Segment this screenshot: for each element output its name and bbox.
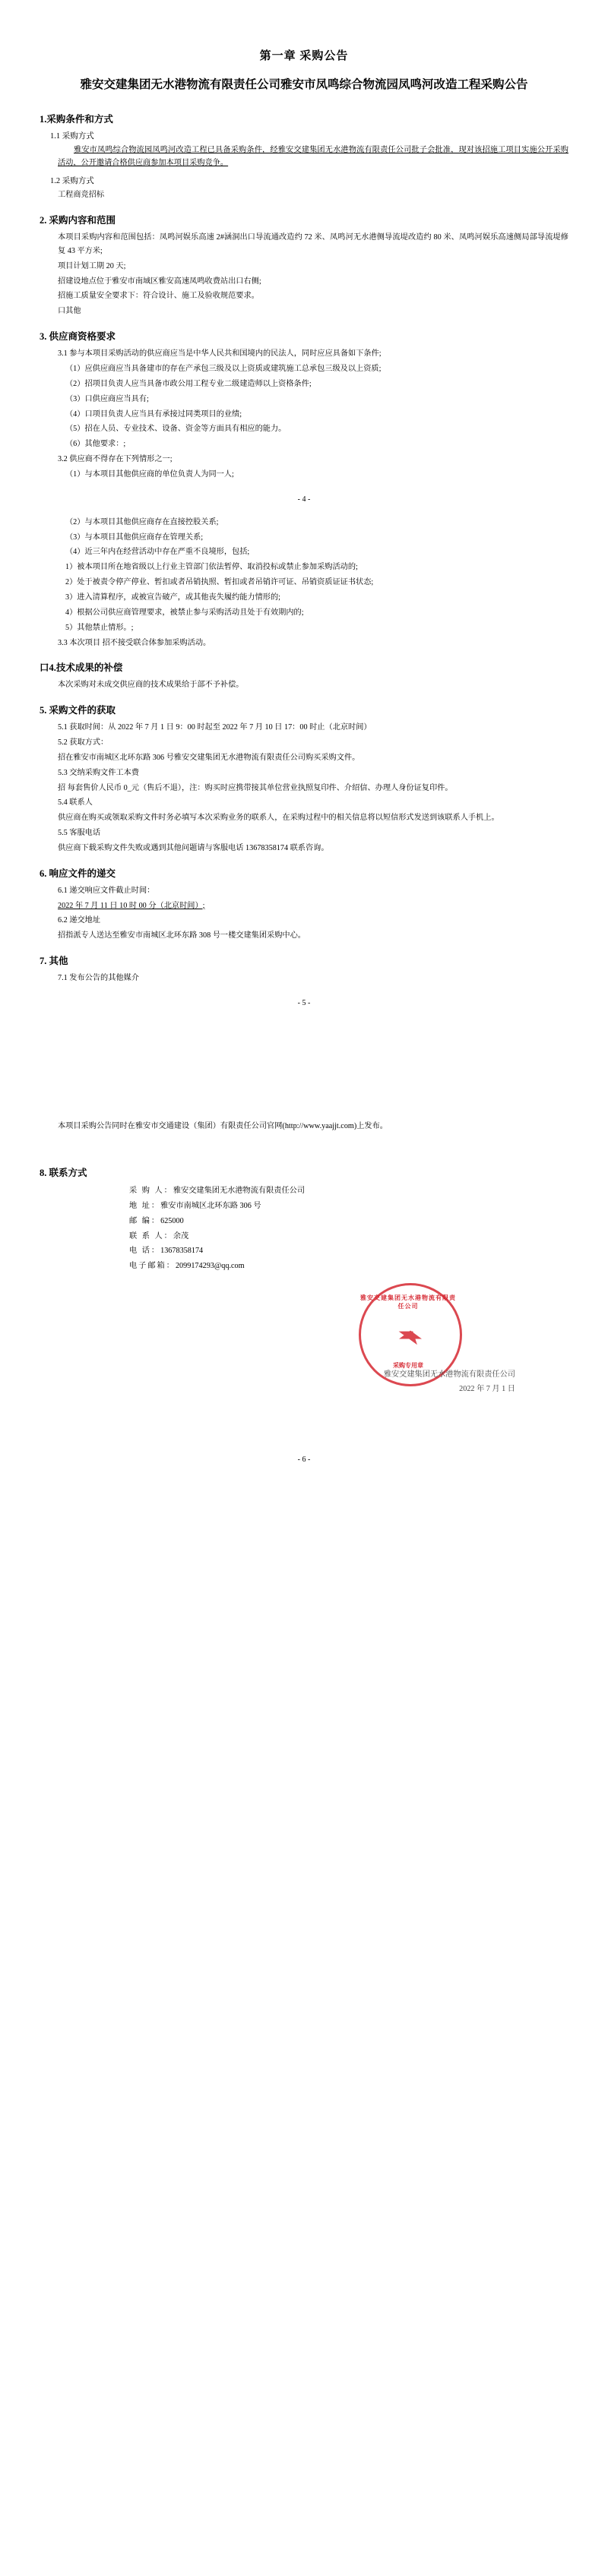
contact-row [129, 1214, 568, 1229]
section-5-p9: 供应商下载采购文件失败或遇到其他问题请与客服电话 13678358174 联系咨询。 [58, 843, 329, 852]
section-5-p6: 5.4 联系人 [58, 798, 93, 808]
document-title: 雅安交建集团无水港物流有限责任公司雅安市凤鸣综合物流园凤鸣河改造工程采购公告 [80, 78, 528, 91]
section-3-p1: 3.1 参与本项目采购活动的供应商应当是中华人民共和国境内的民法人，同时应应具备如下条件; [58, 349, 382, 359]
section-3-p16: 4）根据公司供应商管理要求，被禁止参与采购活动且处于有效期内的; [65, 608, 304, 617]
section-3-p12: （4）近三年内在经营活动中存在严重不良境形，包括; [65, 548, 250, 557]
section-6-p3: 6.2 递交地址 [58, 916, 101, 925]
contact-row [129, 1244, 568, 1259]
section-5-p5: 招 每套售价人民币 0_元（售后不退），注：购买时应携带接其单位营业执照复印件、介绍信、办理人身份证复印件。 [58, 783, 453, 792]
contact-label: 采 购 人： [129, 1186, 173, 1195]
section-5-p7: 供应商在购买或领取采购文件时务必填写本次采购业务的联系人，在采购过程中的相关信息将以短信形式发送到该联系人手机上。 [58, 814, 499, 823]
section-3-p2: （1）应供应商应当具备建市的存在产承包三级及以上资质或建筑施工总承包三级及以上资质; [65, 365, 382, 373]
section-3-p18: 3.3 本次项目 招不接受联合体参加采购活动。 [58, 638, 211, 647]
section-3-p7: （6）其他要求：; [65, 440, 126, 449]
contact-row [129, 1259, 568, 1274]
section-2-p5: 口其他 [58, 307, 81, 316]
section-3-p6: （5）招在人员、专业技术、设备、资金等方面具有相应的能力。 [65, 425, 287, 434]
contact-block [129, 1184, 568, 1274]
section-6-p4: 招指派专人送达至雅安市南城区北环东路 308 号一楼交建集团采购中心。 [58, 931, 306, 940]
section-2-p4: 招施工质量安全要求下：符合设计、施工及验收规范要求。 [58, 292, 259, 301]
section-3-p13: 1）被本项目所在地省级以上行业主管部门依法暂停、取消投标或禁止参加采购活动的; [65, 563, 358, 572]
section-1-2-body: 工程商竞招标 [58, 191, 105, 200]
page-number-4: - 4 - [297, 495, 311, 504]
section-3-p17: 5）其他禁止情形。; [65, 623, 134, 632]
contact-row [129, 1229, 568, 1244]
section-7-p1: 7.1 发布公告的其他媒介 [58, 974, 139, 983]
section-3-p10: （2）与本项目其他供应商存在直接控股关系; [65, 517, 219, 526]
contact-value: 625000 [160, 1216, 184, 1225]
contact-row [129, 1184, 568, 1199]
section-2-p2: 项目计划工期 20 天; [58, 261, 126, 270]
contact-label: 联 系 人： [129, 1231, 173, 1241]
section-2-p1: 本项目采购内容和范围包括：凤鸣河娱乐高速 2#涵洞出口导流通改造约 72 米、凤鸣河无水港侧导流堤改造约 80 米、凤鸣河娱乐高速侧局部导流堤修复 43 平方米; [58, 233, 568, 255]
contact-label: 邮 编： [129, 1216, 161, 1225]
section-1-2-heading: 1.2 采购方式 [50, 177, 94, 186]
section-5-p4: 5.3 交纳采购文件工本费 [58, 768, 139, 777]
seal-text [359, 1283, 458, 1382]
section-3-p11: （3）与本项目其他供应商存在管理关系; [65, 533, 204, 542]
section-heading-4: 口4.技术成果的补偿 [40, 662, 123, 674]
section-heading-3: 3. 供应商资格要求 [40, 331, 116, 343]
contact-label: 电子邮箱： [129, 1262, 176, 1271]
notice-paragraph: 本项目采购公告同时在雅安市交通建设（集团）有限责任公司官网(http://www.yaajjt.com)上发布。 [58, 1122, 388, 1130]
section-5-p2: 5.2 获取方式： [58, 738, 109, 748]
page-number-6: - 6 - [297, 1455, 311, 1464]
section-5-p3: 招在雅安市南城区北环东路 306 号雅安交建集团无水港物流有限责任公司购买采购文件。 [58, 753, 360, 762]
seal-bottom-text: 采购专用章 [393, 1362, 423, 1370]
section-3-p14: 2）处于被责令停产停业、暂扣或者吊销执照、暂扣或者吊销许可证、吊销资质证证书状态; [65, 578, 374, 587]
contact-row [129, 1199, 568, 1214]
contact-value: 2099174293@qq.com [175, 1262, 245, 1271]
section-heading-5: 5. 采购文件的获取 [40, 705, 116, 716]
section-6-p2: 2022 年 7 月 11 日 10 时 00 分（北京时间）; [58, 901, 205, 910]
section-heading-6: 6. 响应文件的递交 [40, 868, 116, 879]
section-3-p5: （4）口项目负责人应当具有承接过同类项目的业绩; [65, 409, 242, 419]
contact-value: 雅安交建集团无水港物流有限责任公司 [173, 1186, 306, 1195]
seal-top-text: 雅安交建集团无水港物流有限责任公司 [360, 1294, 456, 1310]
section-heading-7: 7. 其他 [40, 956, 68, 967]
contact-label: 地 址： [129, 1201, 161, 1210]
section-5-p8: 5.5 客服电话 [58, 829, 101, 838]
section-heading-8: 8. 联系方式 [40, 1167, 87, 1178]
page-number-5: - 5 - [297, 999, 311, 1007]
section-3-p3: （2）招项目负责人应当具备市政公用工程专业二级建造师以上资格条件; [65, 379, 312, 388]
section-3-p9: （1）与本项目其他供应商的单位负责人为同一人; [65, 469, 234, 479]
section-3-p15: 3）进入清算程序，或被宣告破产，或其他丧失履约能力情形的; [65, 593, 280, 602]
signature-company: 雅安交建集团无水港物流有限责任公司 [383, 1370, 515, 1380]
contact-label: 电 话： [129, 1247, 161, 1256]
section-2-p3: 招建设地点位于雅安市南域区雅安高速凤鸣收费站出口右侧; [58, 277, 261, 286]
section-4-p1: 本次采购对未成交供应商的技术成果给于部不予补偿。 [58, 681, 244, 690]
section-6-p1: 6.1 递交响应文件截止时间： [58, 886, 155, 895]
section-1-1-body: 雅安市凤鸣综合物流园凤鸣河改造工程已具备采购条件，经雅安交建集团无水港物流有限责任公司批子会批准，现对该招施工项目实施公开采购活动，公开邀请合格供应商参加本项目采购竞争。 [58, 145, 568, 168]
section-3-p8: 3.2 供应商不得存在下列情形之一; [58, 455, 173, 464]
section-3-p4: （3）口供应商应当具有; [65, 394, 149, 403]
section-5-p1: 5.1 获取时间：从 2022 年 7 月 1 日 9：00 时起至 2022 年 7 月 10 日 17：00 时止（北京时间） [58, 723, 372, 732]
signature-block [40, 1368, 568, 1396]
signature-date: 2022 年 7 月 1 日 [459, 1384, 515, 1393]
section-heading-2: 2. 采购内容和范围 [40, 215, 116, 226]
chapter-title: 第一章 采购公告 [259, 50, 349, 62]
section-1-1-heading: 1.1 采购方式 [50, 131, 94, 141]
section-heading-1: 1.采购条件和方式 [40, 113, 113, 125]
contact-value: 余茂 [173, 1231, 189, 1241]
contact-value: 雅安市南城区北环东路 306 号 [160, 1201, 261, 1210]
contact-value: 13678358174 [160, 1247, 204, 1256]
